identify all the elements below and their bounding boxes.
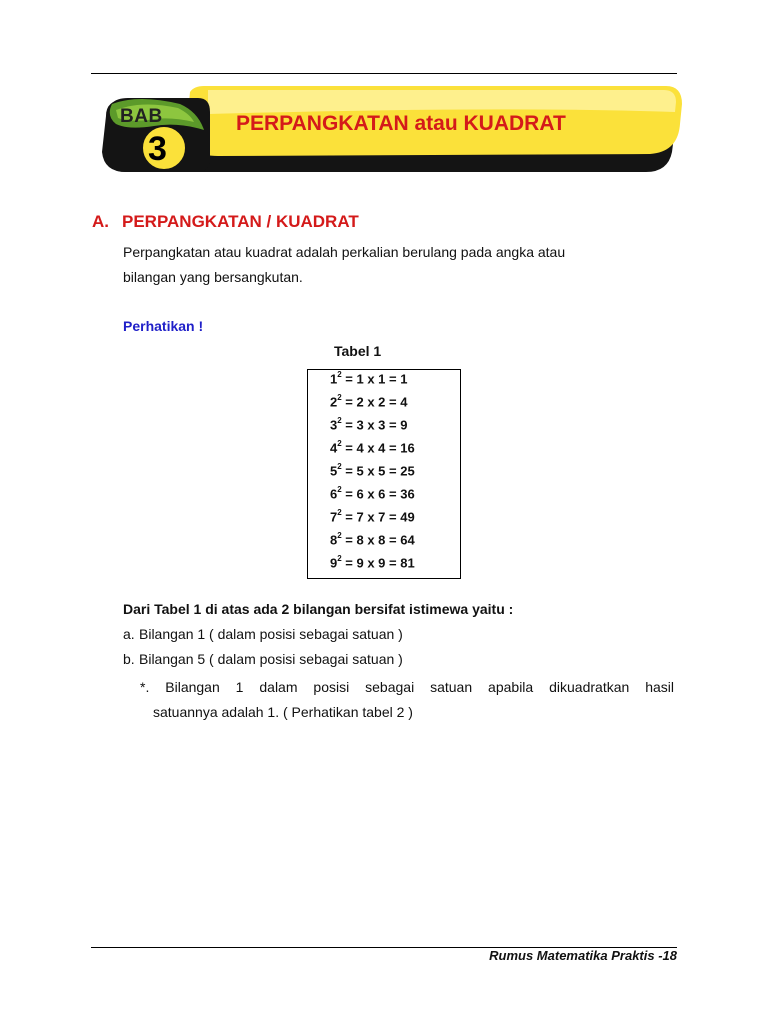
- row-exponent: 2: [337, 416, 342, 425]
- section-heading: [92, 212, 359, 232]
- special-numbers-heading: Dari Tabel 1 di atas ada 2 bilangan bersifat istimewa yaitu :: [123, 601, 514, 617]
- intro-paragraph: [123, 240, 643, 290]
- list-letter: a.: [123, 626, 135, 642]
- table-row: [330, 440, 415, 455]
- row-base: 8: [330, 532, 338, 548]
- row-exponent: 2: [337, 370, 342, 379]
- row-equation: = 8 x 8 = 64: [341, 532, 415, 548]
- table-row: [330, 463, 415, 478]
- table-row: [330, 532, 415, 547]
- table-row: [330, 394, 407, 409]
- list-text: Bilangan 5 ( dalam posisi sebagai satuan ): [139, 651, 403, 667]
- row-base: 9: [330, 555, 338, 571]
- list-letter: b.: [123, 651, 135, 667]
- row-equation: = 7 x 7 = 49: [341, 509, 415, 525]
- footer-text: Rumus Matematika Praktis -18: [489, 948, 677, 963]
- row-equation: = 9 x 9 = 81: [341, 555, 415, 571]
- chapter-banner: [98, 86, 683, 178]
- table-row: [330, 371, 407, 386]
- row-equation: = 4 x 4 = 16: [341, 440, 415, 456]
- row-base: 7: [330, 509, 338, 525]
- note-line-2: satuannya adalah 1. ( Perhatikan tabel 2 ): [153, 704, 413, 720]
- row-exponent: 2: [337, 485, 342, 494]
- list-item: [123, 651, 403, 667]
- list-text: Bilangan 1 ( dalam posisi sebagai satuan ): [139, 626, 403, 642]
- section-title: PERPANGKATAN / KUADRAT: [122, 212, 359, 231]
- chapter-title: PERPANGKATAN atau KUADRAT: [236, 112, 566, 135]
- top-rule: [91, 73, 677, 74]
- table-caption: Tabel 1: [334, 343, 382, 359]
- row-base: 2: [330, 394, 338, 410]
- row-base: 6: [330, 486, 338, 502]
- intro-line-1: Perpangkatan atau kuadrat adalah perkalian berulang pada angka atau: [123, 244, 566, 260]
- row-exponent: 2: [337, 531, 342, 540]
- row-equation: = 1 x 1 = 1: [341, 371, 408, 387]
- note-paragraph: [140, 675, 674, 725]
- table-row: [330, 555, 415, 570]
- row-exponent: 2: [337, 462, 342, 471]
- row-exponent: 2: [337, 554, 342, 563]
- bab-label: BAB: [120, 106, 163, 127]
- note-label: Perhatikan !: [123, 318, 204, 334]
- row-exponent: 2: [337, 508, 342, 517]
- row-equation: = 2 x 2 = 4: [341, 394, 408, 410]
- row-equation: = 5 x 5 = 25: [341, 463, 415, 479]
- row-exponent: 2: [337, 439, 342, 448]
- bab-number: 3: [148, 130, 167, 168]
- note-line-1: *. Bilangan 1 dalam posisi sebagai satuan apabila dikuadratkan hasil: [140, 679, 674, 695]
- section-number: A.: [92, 212, 109, 231]
- row-equation: = 6 x 6 = 36: [341, 486, 415, 502]
- row-base: 5: [330, 463, 338, 479]
- table-row: [330, 509, 415, 524]
- squares-table: [307, 369, 461, 579]
- table-row: [330, 486, 415, 501]
- row-base: 1: [330, 371, 338, 387]
- row-exponent: 2: [337, 393, 342, 402]
- row-base: 3: [330, 417, 338, 433]
- row-base: 4: [330, 440, 338, 456]
- row-equation: = 3 x 3 = 9: [341, 417, 408, 433]
- table-row: [330, 417, 407, 432]
- list-item: [123, 626, 403, 642]
- intro-line-2: bilangan yang bersangkutan.: [123, 269, 303, 285]
